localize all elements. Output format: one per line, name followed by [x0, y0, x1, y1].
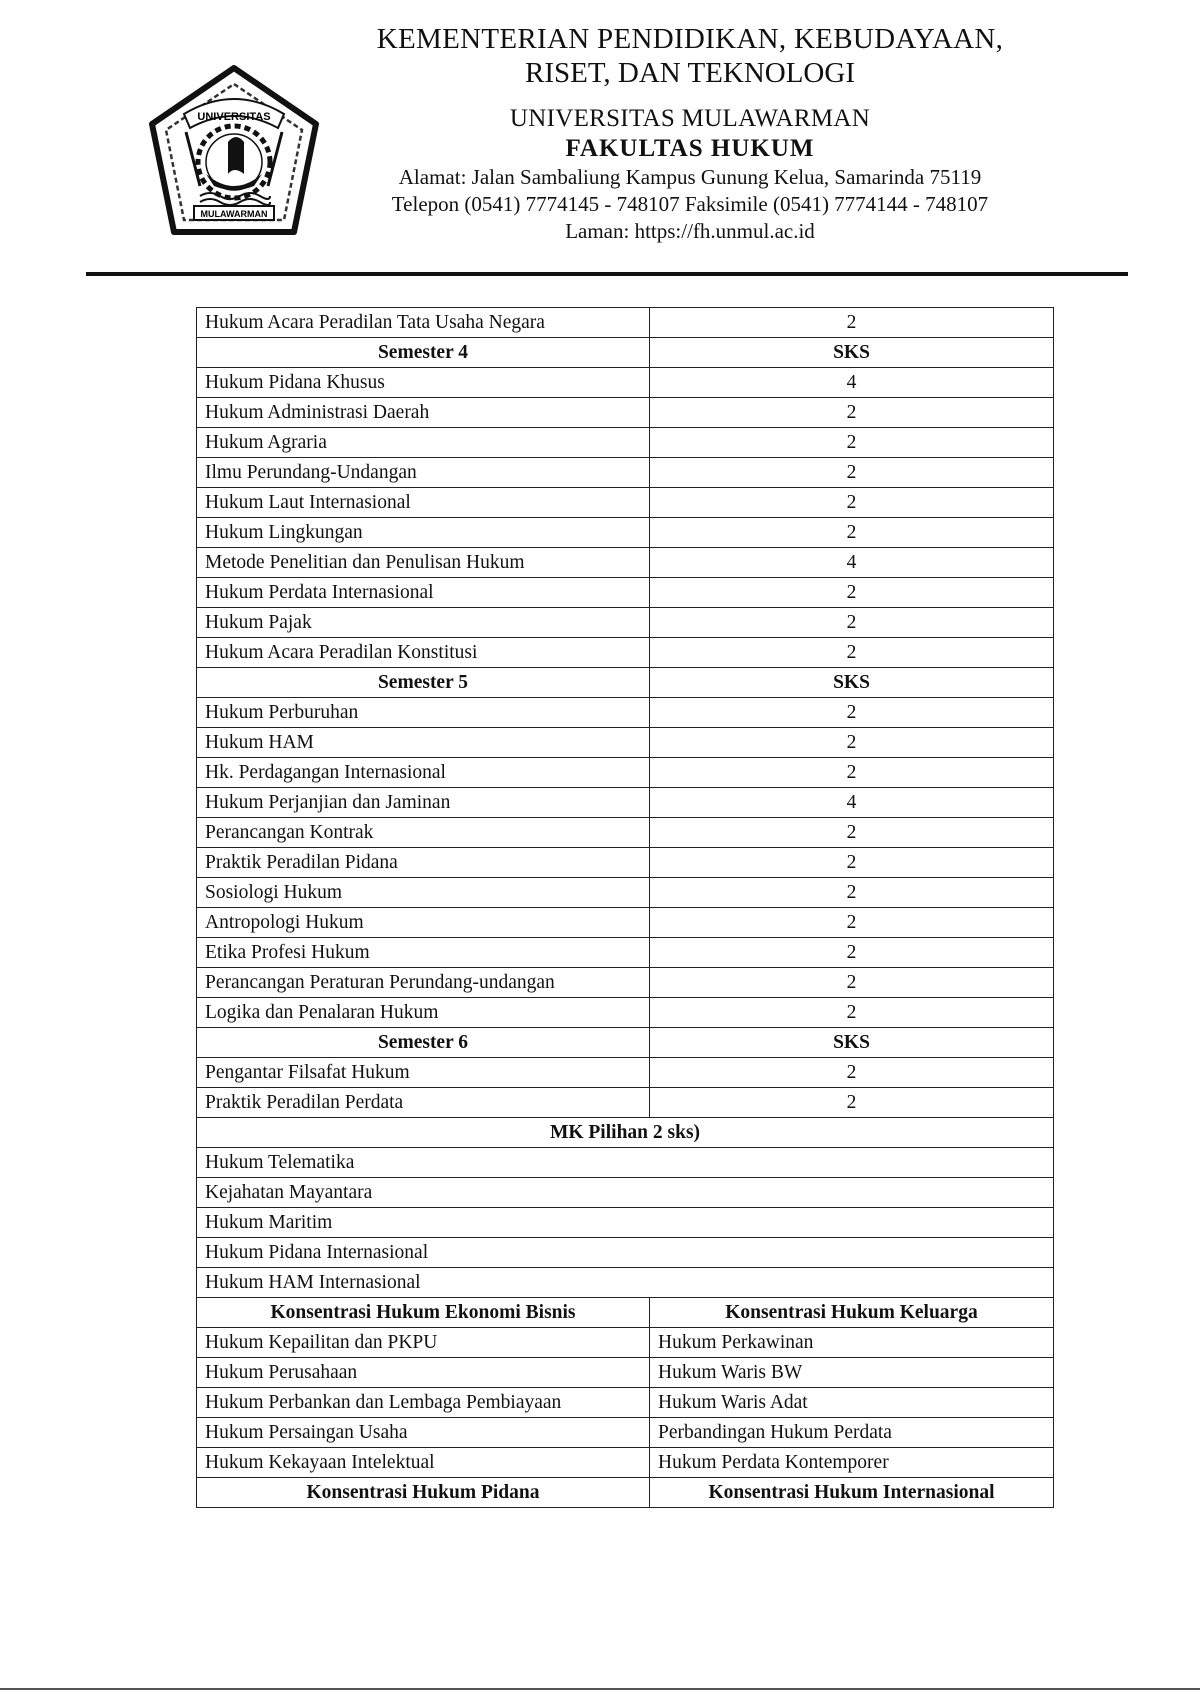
course-sks: 2	[650, 908, 1054, 938]
course-sks: 2	[650, 998, 1054, 1028]
family-course: Hukum Perdata Kontemporer	[650, 1448, 1054, 1478]
table-row	[197, 908, 1054, 938]
table-row	[197, 698, 1054, 728]
table-row	[197, 458, 1054, 488]
table-row	[197, 1238, 1054, 1268]
course-name: Hukum Administrasi Daerah	[197, 398, 650, 428]
table-row	[197, 998, 1054, 1028]
course-name: Hukum HAM	[197, 728, 650, 758]
svg-text:MULAWARMAN: MULAWARMAN	[200, 209, 268, 219]
elective-title: MK Pilihan 2 sks)	[197, 1118, 1054, 1148]
letterhead	[0, 0, 1200, 280]
course-sks: 2	[650, 938, 1054, 968]
table-row	[197, 1178, 1054, 1208]
course-name: Perancangan Kontrak	[197, 818, 650, 848]
business-course: Hukum Kekayaan Intelektual	[197, 1448, 650, 1478]
sks-header: SKS	[650, 668, 1054, 698]
table-row	[197, 938, 1054, 968]
elective-course: Hukum Maritim	[197, 1208, 1054, 1238]
course-sks: 2	[650, 638, 1054, 668]
course-sks: 2	[650, 698, 1054, 728]
family-course: Hukum Waris Adat	[650, 1388, 1054, 1418]
course-name: Hukum Agraria	[197, 428, 650, 458]
concentration-title-international: Konsentrasi Hukum Internasional	[650, 1478, 1054, 1508]
course-sks: 2	[650, 488, 1054, 518]
sks-header: SKS	[650, 338, 1054, 368]
table-row	[197, 728, 1054, 758]
sks-header: SKS	[650, 1028, 1054, 1058]
course-sks: 4	[650, 368, 1054, 398]
semester-title: Semester 4	[197, 338, 650, 368]
elective-course: Kejahatan Mayantara	[197, 1178, 1054, 1208]
course-sks: 2	[650, 458, 1054, 488]
letterhead-text	[330, 22, 1050, 245]
table-row	[197, 398, 1054, 428]
course-name: Hukum Lingkungan	[197, 518, 650, 548]
course-name: Praktik Peradilan Perdata	[197, 1088, 650, 1118]
course-sks: 2	[650, 1058, 1054, 1088]
course-name: Pengantar Filsafat Hukum	[197, 1058, 650, 1088]
address: Alamat: Jalan Sambaliung Kampus Gunung Kelua, Samarinda 75119	[398, 165, 982, 189]
course-name: Antropologi Hukum	[197, 908, 650, 938]
university-name: UNIVERSITAS MULAWARMAN	[509, 105, 871, 132]
course-sks: 4	[650, 788, 1054, 818]
course-name: Etika Profesi Hukum	[197, 938, 650, 968]
semester-6-header	[197, 1028, 1054, 1058]
letterhead-divider	[86, 272, 1128, 276]
table-row	[197, 1448, 1054, 1478]
course-name: Ilmu Perundang-Undangan	[197, 458, 650, 488]
course-sks: 2	[650, 518, 1054, 548]
table-row	[197, 1358, 1054, 1388]
table-row	[197, 308, 1054, 338]
business-course: Hukum Persaingan Usaha	[197, 1418, 650, 1448]
concentration-header	[197, 1298, 1054, 1328]
concentration-title-business: Konsentrasi Hukum Ekonomi Bisnis	[197, 1298, 650, 1328]
elective-course: Hukum HAM Internasional	[197, 1268, 1054, 1298]
semester-5-header	[197, 668, 1054, 698]
course-sks: 2	[650, 818, 1054, 848]
semester-title: Semester 5	[197, 668, 650, 698]
table-row	[197, 548, 1054, 578]
table-row	[197, 788, 1054, 818]
business-course: Hukum Kepailitan dan PKPU	[197, 1328, 650, 1358]
table-row	[197, 638, 1054, 668]
course-sks: 2	[650, 1088, 1054, 1118]
business-course: Hukum Perbankan dan Lembaga Pembiayaan	[197, 1388, 650, 1418]
concentration-title-family: Konsentrasi Hukum Keluarga	[650, 1298, 1054, 1328]
course-name: Hukum Perjanjian dan Jaminan	[197, 788, 650, 818]
course-sks: 2	[650, 968, 1054, 998]
table-row	[197, 1058, 1054, 1088]
table-row	[197, 488, 1054, 518]
table-row	[197, 758, 1054, 788]
family-course: Hukum Waris BW	[650, 1358, 1054, 1388]
course-name: Metode Penelitian dan Penulisan Hukum	[197, 548, 650, 578]
business-course: Hukum Perusahaan	[197, 1358, 650, 1388]
family-course: Hukum Perkawinan	[650, 1328, 1054, 1358]
course-name: Hukum Acara Peradilan Tata Usaha Negara	[197, 308, 650, 338]
semester-title: Semester 6	[197, 1028, 650, 1058]
curriculum-table	[196, 307, 1054, 1508]
table-row	[197, 1088, 1054, 1118]
faculty-name: FAKULTAS HUKUM	[565, 135, 815, 162]
course-sks: 2	[650, 728, 1054, 758]
table-row	[197, 1328, 1054, 1358]
course-name: Praktik Peradilan Pidana	[197, 848, 650, 878]
elective-course: Hukum Pidana Internasional	[197, 1238, 1054, 1268]
course-sks: 2	[650, 428, 1054, 458]
phone-fax: Telepon (0541) 7774145 - 748107 Faksimile (0541) 7774144 - 748107	[391, 192, 989, 216]
course-sks: 2	[650, 308, 1054, 338]
course-name: Sosiologi Hukum	[197, 878, 650, 908]
table-row	[197, 518, 1054, 548]
ministry-name-line2: RISET, DAN TEKNOLOGI	[525, 57, 855, 89]
course-name: Hukum Pajak	[197, 608, 650, 638]
page-bottom-edge	[0, 1688, 1200, 1690]
course-sks: 2	[650, 398, 1054, 428]
course-name: Hk. Perdagangan Internasional	[197, 758, 650, 788]
course-sks: 2	[650, 578, 1054, 608]
table-row	[197, 578, 1054, 608]
course-name: Hukum Perdata Internasional	[197, 578, 650, 608]
table-row	[197, 968, 1054, 998]
elective-header	[197, 1118, 1054, 1148]
svg-text:UNIVERSITAS: UNIVERSITAS	[197, 111, 271, 123]
table-row	[197, 368, 1054, 398]
elective-course: Hukum Telematika	[197, 1148, 1054, 1178]
table-row	[197, 1148, 1054, 1178]
course-sks: 2	[650, 848, 1054, 878]
course-name: Logika dan Penalaran Hukum	[197, 998, 650, 1028]
table-row	[197, 1268, 1054, 1298]
table-row	[197, 848, 1054, 878]
family-course: Perbandingan Hukum Perdata	[650, 1418, 1054, 1448]
website: Laman: https://fh.unmul.ac.id	[565, 219, 815, 243]
course-name: Hukum Laut Internasional	[197, 488, 650, 518]
course-name: Hukum Perburuhan	[197, 698, 650, 728]
course-sks: 2	[650, 608, 1054, 638]
table-row	[197, 818, 1054, 848]
course-name: Hukum Acara Peradilan Konstitusi	[197, 638, 650, 668]
ministry-name-line1: KEMENTERIAN PENDIDIKAN, KEBUDAYAAN,	[376, 23, 1004, 55]
table-row	[197, 1208, 1054, 1238]
concentration-title-criminal: Konsentrasi Hukum Pidana	[197, 1478, 650, 1508]
table-row	[197, 1418, 1054, 1448]
concentration-header	[197, 1478, 1054, 1508]
table-row	[197, 428, 1054, 458]
course-sks: 2	[650, 878, 1054, 908]
semester-4-header	[197, 338, 1054, 368]
table-row	[197, 608, 1054, 638]
table-row	[197, 878, 1054, 908]
table-row	[197, 1388, 1054, 1418]
course-name: Hukum Pidana Khusus	[197, 368, 650, 398]
university-crest-icon	[144, 62, 324, 242]
course-sks: 4	[650, 548, 1054, 578]
course-sks: 2	[650, 758, 1054, 788]
course-name: Perancangan Peraturan Perundang-undangan	[197, 968, 650, 998]
